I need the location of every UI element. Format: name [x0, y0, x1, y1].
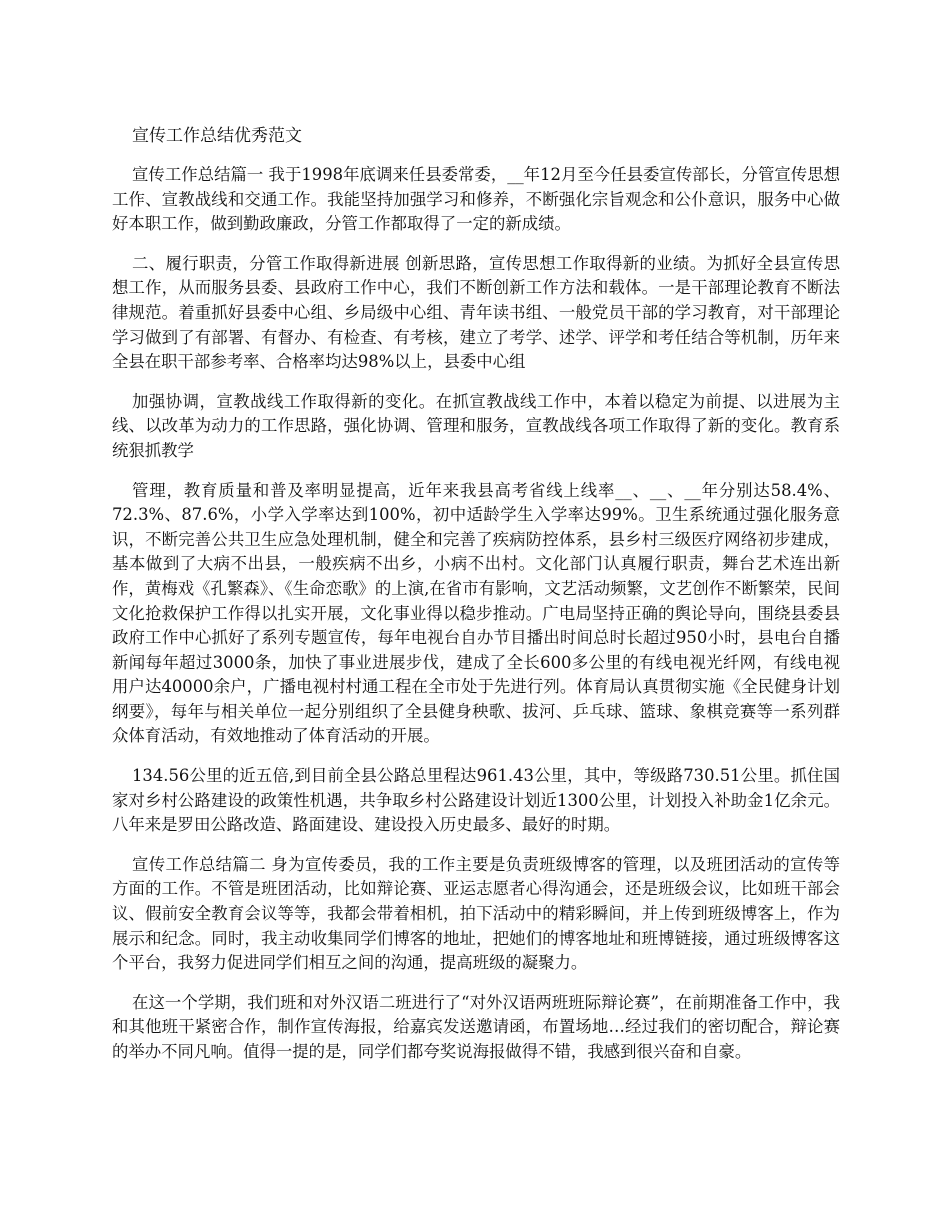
paragraph-5: 134.56公里的近五倍,到目前全县公路总里程达961.43公里，其中，等级路730.51公里。抓住国家对乡村公路建设的政策性机遇，共争取乡村公路建设计划近1300公里，计划投入补助金1亿余元。八年来是罗田公路改造、路面建设、建设投入历史最多、最好的时期。 — [112, 766, 840, 835]
paragraph-4: 管理，教育质量和普及率明显提高，近年来我县高考省线上线率__、__、__年分别达58.4%、72.3%、87.6%，小学入学率达到100%，初中适龄学生入学率达99%。卫生系统通过强化服务意识，不断完善公共卫生应急处理机制，健全和完善了疾病防控体系，县乡村三级医疗网络初步建成，基本做到了大病不出县，一般疾病不出乡，小病不出村。文化部门认真履行职责，舞台艺术连出新作，黄梅戏《孔繁森》、《生命恋歌》的上演,在省市有影响，文艺活动频繁，文艺创作不断繁荣，民间文化抢救保护工作得以扎实开展，文化事业得以稳步推动。广电局坚持正确的舆论导向，围绕县委县政府工作中心抓好了系列专题宣传，每年电视台自办节目播出时间总时长超过950小时，县电台自播新闻每年超过3000条，加快了事业进展步伐，建成了全长600多公里的有线电视光纤网，有线电视用户达40000余户，广播电视村村通工程在全市处于先进行列。体育局认真贯彻实施《全民健身计划纲要》，每年与相关单位一起分别组织了全县健身秧歌、拔河、乒乓球、篮球、象棋竞赛等一系列群众体育活动，有效地推动了体育活动的开展。 — [112, 480, 840, 746]
document-title: 宣传工作总结优秀范文 — [132, 126, 302, 146]
paragraph-6: 宣传工作总结篇二 身为宣传委员，我的工作主要是负责班级博客的管理，以及班团活动的宣传等方面的工作。不管是班团活动，比如辩论赛、亚运志愿者心得沟通会，还是班级会议，比如班干部会议、假前安全教育会议等等，我都会带着相机，拍下活动中的精彩瞬间，并上传到班级博客上，作为展示和纪念。同时，我主动收集同学们博客的地址，把她们的博客地址和班博链接，通过班级博客这个平台，我努力促进同学们相互之间的沟通，提高班级的凝聚力。 — [112, 854, 840, 973]
paragraph-1: 宣传工作总结篇一 我于1998年底调来任县委常委，__年12月至今任县委宣传部长，分管宣传思想工作、宣教战线和交通工作。我能坚持加强学习和修养，不断强化宗旨观念和公仆意识，服务中心做好本职工作，做到勤政廉政，分管工作都取得了一定的新成绩。 — [112, 165, 840, 234]
paragraph-7: 在这一个学期，我们班和对外汉语二班进行了“对外汉语两班班际辩论赛”，在前期准备工作中，我和其他班干紧密合作，制作宣传海报，给嘉宾发送邀请函，布置场地…经过我们的密切配合，辩论赛的举办不同凡响。值得一提的是，同学们都夸奖说海报做得不错，我感到很兴奋和自豪。 — [112, 992, 840, 1061]
document-page — [112, 124, 840, 1080]
paragraph-2: 二、履行职责，分管工作取得新进展 创新思路，宣传思想工作取得新的业绩。为抓好全县宣传思想工作，从而服务县委、县政府工作中心，我们不断创新工作方法和载体。一是干部理论教育不断法律规范。着重抓好县委中心组、乡局级中心组、青年读书组、一般党员干部的学习教育，对干部理论学习做到了有部署、有督办、有检查、有考核，建立了考学、述学、评学和考任结合等机制，历年来全县在职干部参考率、合格率均达98%以上，县委中心组 — [112, 253, 840, 372]
paragraph-3: 加强协调，宣教战线工作取得新的变化。在抓宣教战线工作中，本着以稳定为前提、以进展为主线、以改革为动力的工作思路，强化协调、管理和服务，宣教战线各项工作取得了新的变化。教育系统狠抓教学 — [112, 391, 840, 460]
